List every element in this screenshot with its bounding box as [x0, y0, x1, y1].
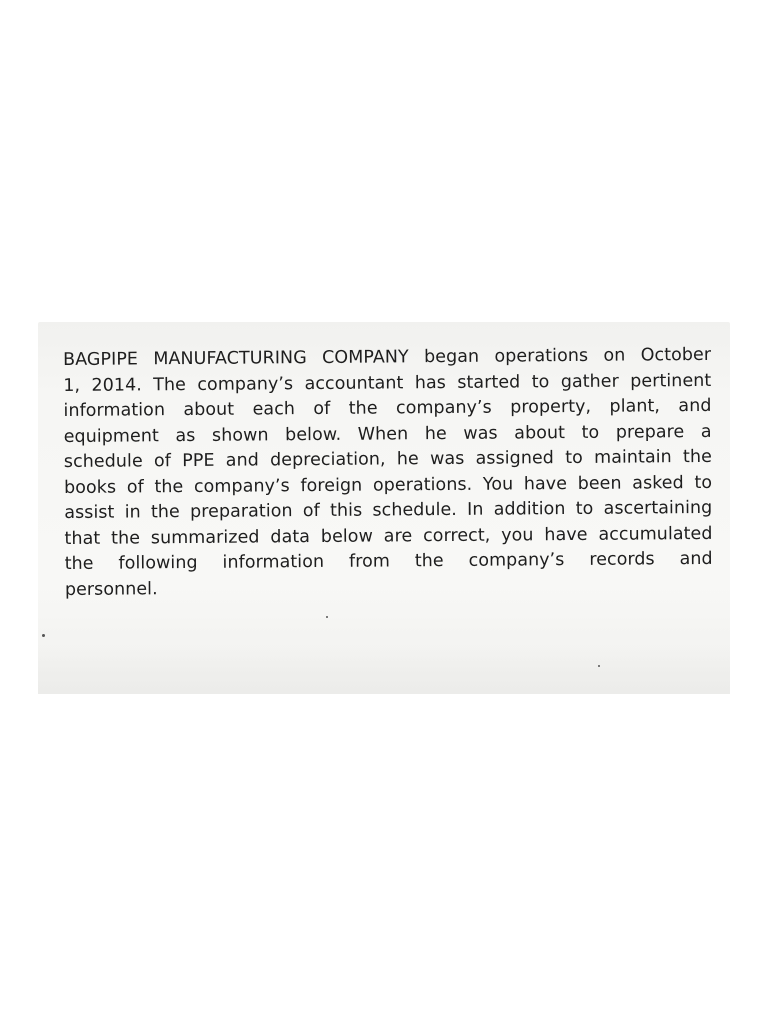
paragraph-line: information about each of the company’s property, plant, and [63, 395, 712, 421]
paragraph-line: schedule of PPE and depreciation, he was assigned to maintain the [63, 446, 712, 472]
paragraph-line: books of the company’s foreign operations. You have been asked to [64, 472, 713, 498]
scan-speck [326, 616, 328, 618]
paragraph-line: equipment as shown below. When he was about to prepare a [63, 421, 712, 447]
scan-speck [42, 634, 45, 637]
paragraph-line: BAGPIPE MANUFACTURING COMPANY began operations on October [63, 344, 712, 370]
scan-speck [598, 665, 600, 667]
paragraph-line: personnel. [64, 578, 158, 600]
paragraph-line: the following information from the company’s records and [64, 548, 713, 574]
problem-paragraph [63, 343, 713, 603]
paragraph-line: 1, 2014. The company’s accountant has started to gather pertinent [63, 370, 712, 396]
paragraph-line: that the summarized data below are correct, you have accumulated [64, 523, 713, 549]
paragraph-line: assist in the preparation of this schedule. In addition to ascertaining [64, 497, 713, 523]
